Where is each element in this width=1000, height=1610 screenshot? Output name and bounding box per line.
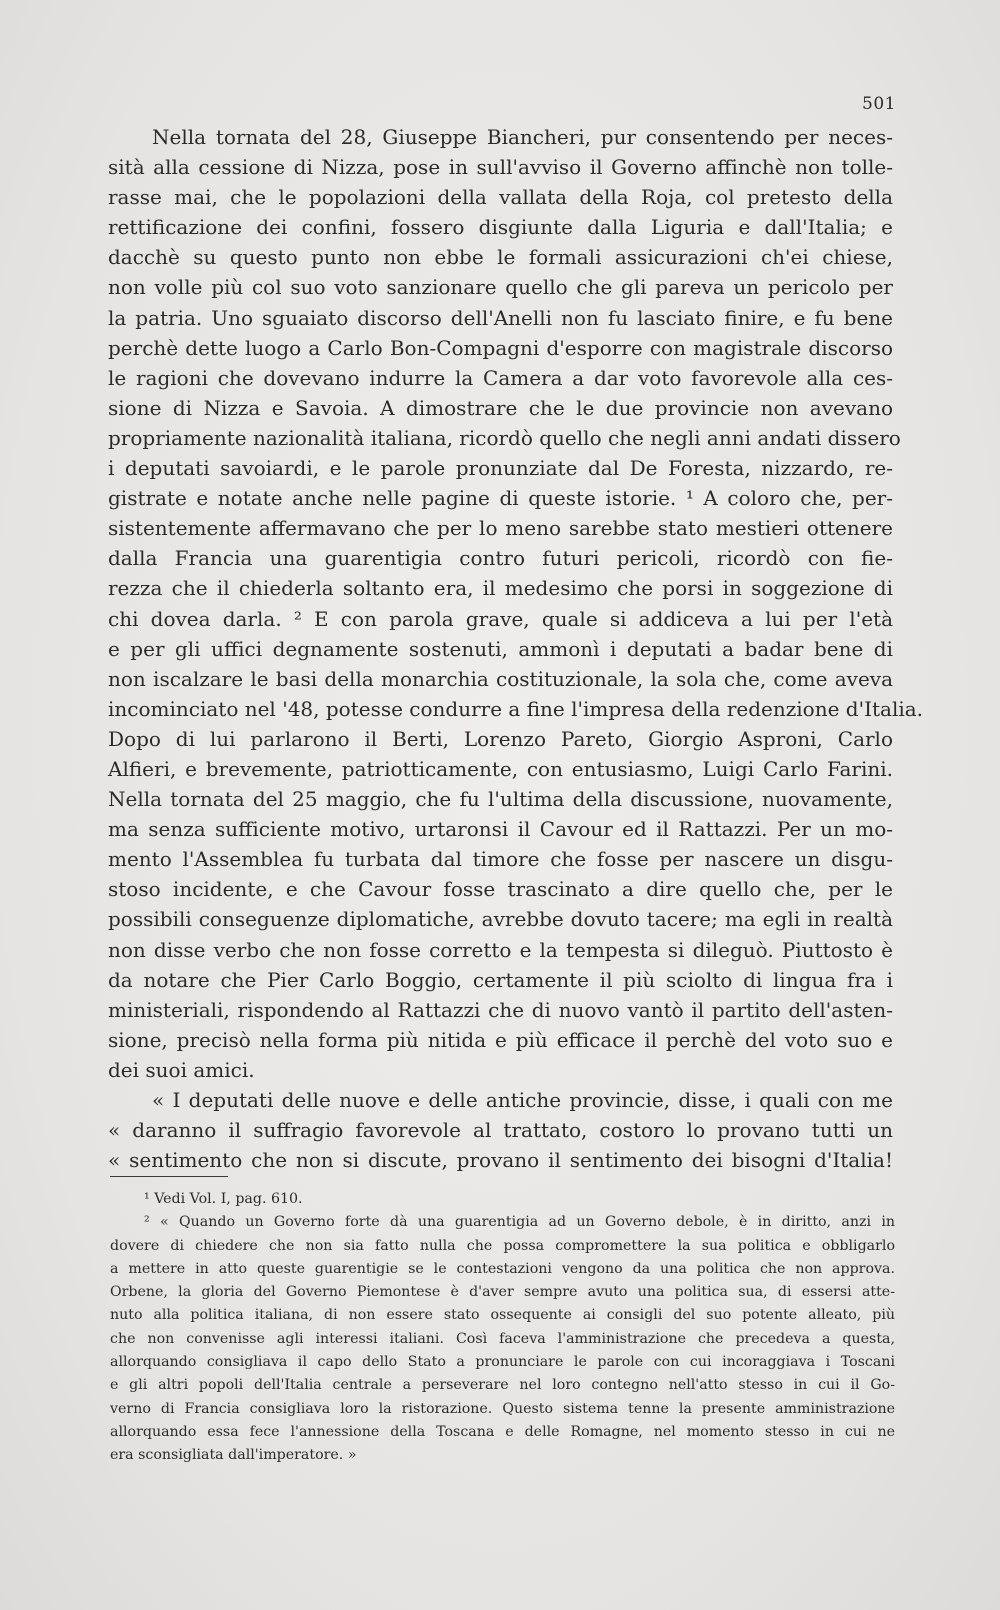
footnote-line: a mettere in atto queste guarentigie se le contestazioni vengono da una politica che non approva. — [110, 1260, 895, 1277]
text-line: chi dovea darla. ² E con parola grave, quale si addiceva a lui per l'età — [108, 606, 893, 631]
quote-line: « daranno il suffragio favorevole al trattato, costoro lo provano tutti un — [108, 1118, 893, 1143]
footnote-line: Orbene, la gloria del Governo Piemontese è d'aver sempre avuto una politica sua, di essersi atte- — [110, 1284, 895, 1301]
text-line: sione di Nizza e Savoia. A dimostrare che le due provincie non avevano — [108, 395, 893, 420]
text-line: Dopo di lui parlarono il Berti, Lorenzo Pareto, Giorgio Asproni, Carlo — [108, 726, 893, 751]
text-line: dei suoi amici. — [108, 1057, 255, 1082]
footnote-line: che non convenisse agli interessi italiani. Così faceva l'amministrazione che precedeva a questa, — [110, 1330, 895, 1347]
text-line: rezza che il chiederla soltanto era, il medesimo che porsi in soggezione di — [108, 576, 893, 601]
quote-line: « I deputati delle nuove e delle antiche provincie, disse, i quali con me — [152, 1088, 893, 1112]
footnote-line: ¹ Vedi Vol. I, pag. 610. — [144, 1191, 303, 1207]
text-line: Nella tornata del 28, Giuseppe Biancheri, pur consentendo per neces- — [152, 125, 893, 149]
footnote-divider — [110, 1176, 228, 1177]
text-line: non iscalzare le basi della monarchia costituzionale, la sola che, come aveva — [108, 666, 893, 691]
page-number: 501 — [862, 94, 896, 114]
text-line: sità alla cessione di Nizza, pose in sull'avviso il Governo affinchè non tolle- — [108, 155, 893, 180]
footnote-line: ² « Quando un Governo forte dà una guarentigia ad un Governo debole, è in diritto, anzi in — [144, 1214, 895, 1231]
text-line: non disse verbo che non fosse corretto e la tempesta si dileguò. Piuttosto è — [108, 937, 893, 962]
text-line: Nella tornata del 25 maggio, che fu l'ultima della discussione, nuovamente, — [108, 787, 893, 812]
footnote-line: nuto alla politica italiana, di non essere stato ossequente ai consigli del suo potente alleato, più — [110, 1307, 895, 1324]
text-line: stoso incidente, e che Cavour fosse trascinato a dire quello che, per le — [108, 877, 893, 902]
text-line: rettificazione dei confini, fossero disgiunte dalla Liguria e dall'Italia; e — [108, 215, 893, 240]
text-line: perchè dette luogo a Carlo Bon-Compagni d'esporre con magistrale discorso — [108, 335, 893, 360]
footnote-line: verno di Francia consigliava loro la ristorazione. Questo sistema tenne la presente amministrazione — [110, 1400, 895, 1417]
footnote-line: allorquando consigliava il capo dello Stato a pronunciare le parole con cui incoraggiava i Toscani — [110, 1354, 895, 1371]
footnote-line: dovere di chiedere che non sia fatto nulla che possa compromettere la sua politica e obbligarlo — [110, 1237, 895, 1254]
text-line: le ragioni che dovevano indurre la Camera a dar voto favorevole alla ces- — [108, 365, 893, 390]
main-text — [108, 122, 924, 1175]
text-line: mento l'Assemblea fu turbata dal timore che fosse per nascere un disgu- — [108, 847, 893, 872]
text-line: non volle più col suo voto sanzionare quello che gli pareva un pericolo per — [108, 275, 893, 300]
text-line: Alfieri, e brevemente, patriotticamente, con entusiasmo, Luigi Carlo Farini. — [108, 756, 893, 781]
text-line: la patria. Uno sguaiato discorso dell'Anelli non fu lasciato finire, e fu bene — [108, 305, 893, 330]
text-line: propriamente nazionalità italiana, ricordò quello che negli anni andati dissero — [108, 425, 901, 450]
text-line: sione, precisò nella forma più nitida e più efficace il perchè del voto suo e — [108, 1027, 893, 1052]
text-line: da notare che Pier Carlo Boggio, certamente il più sciolto di lingua fra i — [108, 967, 893, 992]
text-line: dacchè su questo punto non ebbe le formali assicurazioni ch'ei chiese, — [108, 245, 893, 270]
text-line: rasse mai, che le popolazioni della vallata della Roja, col pretesto della — [108, 185, 893, 210]
footnotes — [110, 1188, 895, 1468]
text-line: dalla Francia una guarentigia contro futuri pericoli, ricordò con fie- — [108, 546, 893, 571]
text-line: possibili conseguenze diplomatiche, avrebbe dovuto tacere; ma egli in realtà — [108, 907, 893, 932]
footnote-line: era sconsigliata dall'imperatore. » — [110, 1447, 357, 1464]
quote-line: « sentimento che non si discute, provano il sentimento dei bisogni d'Italia! — [108, 1148, 893, 1173]
footnote-line: allorquando essa fece l'annessione della Toscana e delle Romagne, nel momento stesso in cui ne — [110, 1423, 895, 1440]
footnote-line: e gli altri popoli dell'Italia centrale a perseverare nel loro contegno nell'atto stesso in cui il Go- — [110, 1377, 895, 1394]
text-line: incominciato nel '48, potesse condurre a fine l'impresa della redenzione d'Italia. — [108, 696, 924, 721]
text-line: e per gli uffici degnamente sostenuti, ammonì i deputati a badar bene di — [108, 636, 893, 661]
text-line: ma senza sufficiente motivo, urtaronsi il Cavour ed il Rattazzi. Per un mo- — [108, 817, 893, 842]
text-line: gistrate e notate anche nelle pagine di queste istorie. ¹ A coloro che, per- — [108, 486, 893, 511]
text-line: i deputati savoiardi, e le parole pronunziate dal De Foresta, nizzardo, re- — [108, 456, 893, 481]
text-line: sistentemente affermavano che per lo meno sarebbe stato mestieri ottenere — [108, 516, 893, 541]
text-line: ministeriali, rispondendo al Rattazzi che di nuovo vantò il partito dell'asten- — [108, 997, 893, 1022]
